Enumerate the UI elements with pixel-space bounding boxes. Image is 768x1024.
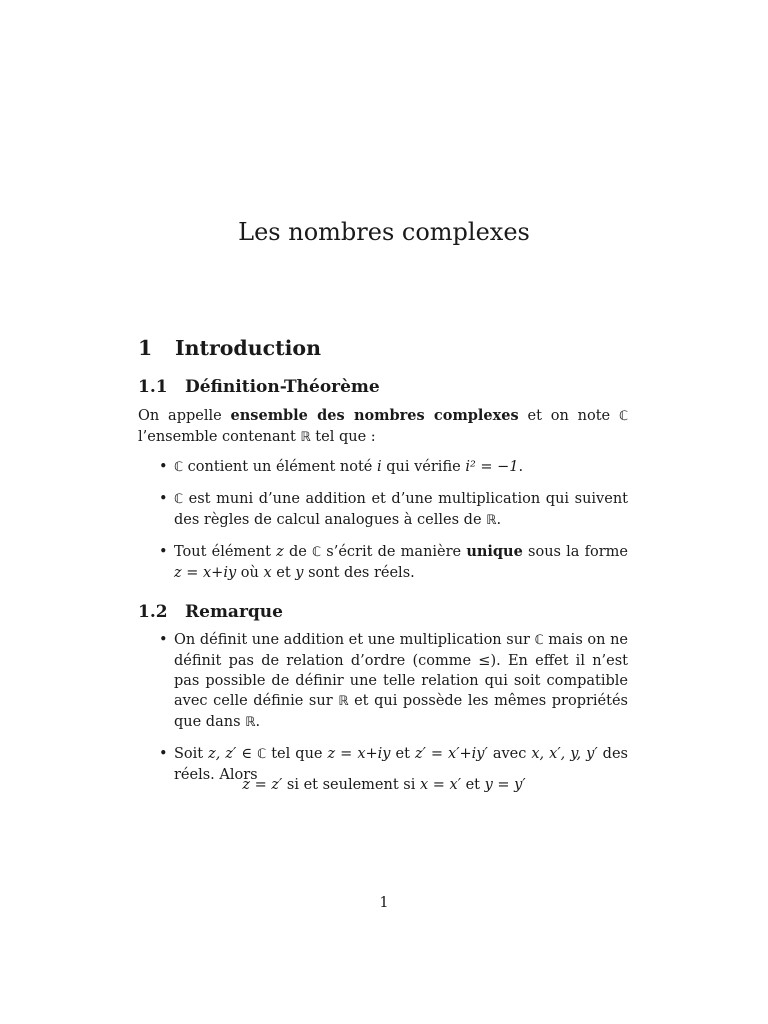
subsection-title: Remarque	[185, 602, 283, 622]
subsection-number: 1.1	[138, 377, 168, 397]
text: On définit une addition et une multiplication sur	[174, 632, 535, 648]
real-set-symbol: ℝ	[486, 513, 497, 528]
real-set-symbol: ℝ	[245, 715, 256, 730]
text: et on note	[518, 408, 619, 424]
page-number: 1	[379, 895, 389, 911]
remark-list	[138, 630, 628, 796]
bullet-icon: •	[159, 632, 168, 648]
math-inline: x, x′, y, y′	[531, 746, 598, 762]
list-item	[138, 457, 628, 478]
text: sont des réels.	[303, 565, 415, 581]
text: contient un élément noté	[183, 459, 377, 475]
complex-set-symbol: ℂ	[618, 409, 629, 424]
complex-set-symbol: ℂ	[174, 492, 184, 507]
text: de	[283, 544, 313, 560]
complex-set-symbol: ℂ	[257, 747, 267, 762]
section-number: 1	[138, 336, 153, 360]
section-heading-introduction	[138, 334, 321, 362]
list-item	[138, 489, 628, 531]
text: Soit	[174, 746, 209, 762]
bold-term: unique	[466, 543, 523, 560]
math-inline: i² = −1	[465, 459, 519, 475]
text: s’écrit de manière	[321, 544, 467, 560]
text: .	[255, 714, 261, 730]
text: et qui possède les mêmes propriétés que dans	[174, 693, 628, 730]
text: où	[236, 565, 264, 581]
section-title: Introduction	[175, 336, 321, 360]
text: qui vérifie	[381, 459, 466, 475]
text: l’ensemble contenant	[138, 429, 301, 445]
text: On appelle	[138, 408, 231, 424]
math-inline: z, z′ ∈	[208, 746, 258, 762]
list-item	[138, 542, 628, 583]
text: avec	[487, 746, 532, 762]
text: mais on ne définit pas de relation d’ordre (comme ≤). En effet il n’est pas possible de définir une telle relation qui soit compatible avec celle définie sur	[174, 632, 628, 709]
text: des réels. Alors	[174, 746, 628, 783]
bullet-icon: •	[159, 746, 168, 762]
text: si et seulement si	[282, 777, 420, 793]
math-inline: z′ = x′+iy′	[414, 746, 488, 762]
real-set-symbol: ℝ	[338, 694, 349, 709]
math-inline: z = z′	[242, 777, 283, 793]
display-equation	[0, 775, 768, 795]
math-inline: i	[376, 459, 382, 475]
complex-set-symbol: ℂ	[534, 633, 544, 648]
math-inline: z = x+iy	[174, 565, 237, 581]
text: Tout élément	[174, 544, 277, 560]
definition-list	[138, 457, 628, 594]
definition-paragraph	[138, 406, 628, 448]
subsection-title: Définition-Théorème	[185, 377, 380, 397]
text: et	[271, 565, 296, 581]
bullet-icon: •	[159, 491, 168, 507]
list-item	[138, 630, 628, 733]
subsection-heading-definition	[138, 375, 380, 399]
math-inline: y = y′	[484, 777, 526, 793]
text: tel que :	[310, 429, 376, 445]
text: tel que	[266, 746, 328, 762]
complex-set-symbol: ℂ	[174, 460, 184, 475]
text: est muni d’une addition et d’une multiplication qui suivent des règles de calcul analogues à celles de	[174, 491, 628, 528]
math-inline: z	[276, 544, 284, 560]
math-inline: y	[295, 565, 304, 581]
text: .	[496, 512, 502, 528]
subsection-number: 1.2	[138, 602, 168, 622]
text: et	[460, 777, 485, 793]
bullet-icon: •	[159, 459, 168, 475]
bullet-icon: •	[159, 544, 168, 560]
complex-set-symbol: ℂ	[312, 545, 322, 560]
text: et	[390, 746, 415, 762]
subsection-heading-remarque	[138, 600, 283, 624]
real-set-symbol: ℝ	[300, 430, 311, 445]
bold-term: ensemble des nombres complexes	[230, 407, 519, 424]
math-inline: x = x′	[419, 777, 461, 793]
math-inline: x	[263, 565, 272, 581]
math-inline: z = x+iy	[327, 746, 391, 762]
text: sous la forme	[522, 544, 628, 560]
document-title: Les nombres complexes	[238, 218, 530, 246]
text: .	[518, 459, 524, 475]
